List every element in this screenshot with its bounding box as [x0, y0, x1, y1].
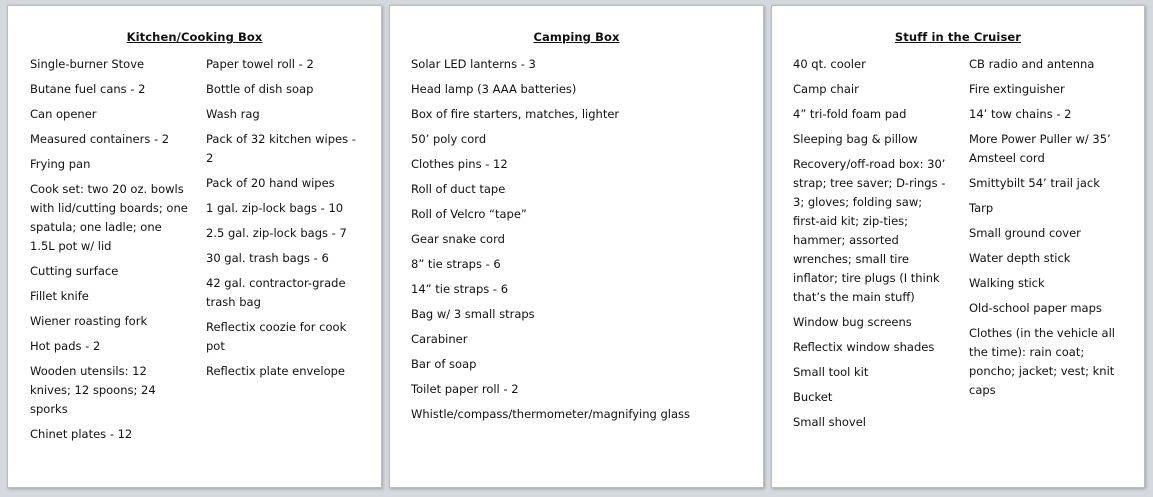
list-item: Small ground cover — [969, 226, 1081, 240]
list-item: Reflectix coozie for cook pot — [206, 320, 347, 353]
list-item: Cook set: two 20 oz. bowls with lid/cutting boards; one spatula; one ladle; one 1.5L pot w/ lid — [30, 182, 188, 253]
list-item: Wiener roasting fork — [30, 314, 148, 328]
list-item: Old-school paper maps — [969, 301, 1102, 315]
list-item: Wash rag — [206, 107, 260, 121]
list-item: Bag w/ 3 small straps — [411, 307, 535, 321]
list-item: Carabiner — [411, 332, 468, 346]
list-column — [411, 55, 741, 430]
list-item: Hot pads - 2 — [30, 339, 101, 353]
list-item: More Power Puller w/ 35’ Amsteel cord — [969, 132, 1111, 165]
list-item: Sleeping bag & pillow — [793, 132, 918, 146]
list-item: 40 qt. cooler — [793, 57, 866, 71]
list-column — [30, 55, 190, 450]
list-item: Fire extinguisher — [969, 82, 1065, 96]
list-item: 14” tie straps - 6 — [411, 282, 509, 296]
list-item: 1 gal. zip-lock bags - 10 — [206, 201, 344, 215]
list-item: Box of fire starters, matches, lighter — [411, 107, 620, 121]
list-item: 8” tie straps - 6 — [411, 257, 501, 271]
list-item: Whistle/compass/thermometer/magnifying glass — [411, 407, 691, 421]
list-item: Small shovel — [793, 415, 866, 429]
list-item: Reflectix window shades — [793, 340, 935, 354]
list-item: 50’ poly cord — [411, 132, 487, 146]
list-item: Toilet paper roll - 2 — [411, 382, 519, 396]
list-item: Chinet plates - 12 — [30, 427, 133, 441]
page-stuff-in-the-cruiser — [771, 5, 1145, 488]
list-item: Paper towel roll - 2 — [206, 57, 314, 71]
list-item: Clothes pins - 12 — [411, 157, 508, 171]
list-item: Roll of duct tape — [411, 182, 506, 196]
list-item: Pack of 32 kitchen wipes - 2 — [206, 132, 356, 165]
list-item: Bottle of dish soap — [206, 82, 314, 96]
page-title: Camping Box — [533, 30, 620, 44]
list-item: Small tool kit — [793, 365, 869, 379]
list-item: Camp chair — [793, 82, 859, 96]
list-item: 14’ tow chains - 2 — [969, 107, 1072, 121]
list-item: Measured containers - 2 — [30, 132, 170, 146]
list-item: 4” tri-fold foam pad — [793, 107, 907, 121]
list-item: Can opener — [30, 107, 97, 121]
list-item: Tarp — [969, 201, 994, 215]
page-title: Kitchen/Cooking Box — [126, 30, 263, 44]
page-kitchen-cooking-box — [7, 5, 382, 488]
list-item: Wooden utensils: 12 knives; 12 spoons; 24 sporks — [30, 364, 156, 416]
list-item: 2.5 gal. zip-lock bags - 7 — [206, 226, 347, 240]
list-item: Bucket — [793, 390, 833, 404]
list-item: Butane fuel cans - 2 — [30, 82, 146, 96]
list-item: Cutting surface — [30, 264, 119, 278]
list-item: Solar LED lanterns - 3 — [411, 57, 536, 71]
list-item: Walking stick — [969, 276, 1045, 290]
page-camping-box — [389, 5, 764, 488]
list-item: Bar of soap — [411, 357, 477, 371]
list-item: Smittybilt 54’ trail jack — [969, 176, 1100, 190]
list-item: Reflectix plate envelope — [206, 364, 345, 378]
list-column — [969, 55, 1129, 406]
list-item: 30 gal. trash bags - 6 — [206, 251, 329, 265]
list-column — [206, 55, 366, 387]
list-item: Fillet knife — [30, 289, 89, 303]
list-item: Water depth stick — [969, 251, 1071, 265]
list-item: Gear snake cord — [411, 232, 505, 246]
list-item: Roll of Velcro “tape” — [411, 207, 527, 221]
list-item: Single-burner Stove — [30, 57, 145, 71]
page-title: Stuff in the Cruiser — [894, 30, 1022, 44]
list-column — [793, 55, 951, 438]
list-item: Window bug screens — [793, 315, 912, 329]
list-item: Head lamp (3 AAA batteries) — [411, 82, 577, 96]
list-item: Clothes (in the vehicle all the time): rain coat; poncho; jacket; vest; knit caps — [969, 326, 1115, 397]
list-item: Recovery/off-road box: 30’ strap; tree saver; D-rings - 3; gloves; folding saw; first-aid kit; zip-ties; hammer; assorted wrenches; small tire inflator; tire plugs (I think that’s the main stuff) — [793, 157, 946, 304]
list-item: CB radio and antenna — [969, 57, 1095, 71]
list-item: Frying pan — [30, 157, 91, 171]
list-item: Pack of 20 hand wipes — [206, 176, 335, 190]
list-item: 42 gal. contractor-grade trash bag — [206, 276, 346, 309]
